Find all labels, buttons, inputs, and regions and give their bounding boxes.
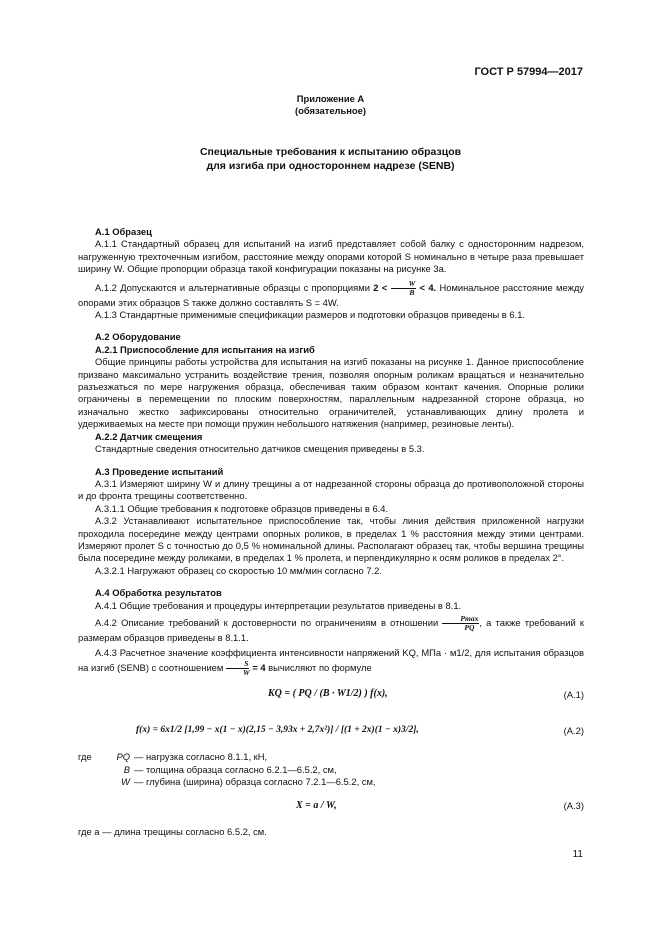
s-fraction-num: S (226, 660, 249, 669)
legend-symbol: PQ (116, 751, 130, 763)
subsection-a22-title: А.2.2 Датчик смещения (95, 430, 203, 442)
para-a4-1: А.4.1 Общие требования и процедуры интерпретации результатов приведены в 8.1. (95, 599, 462, 611)
equation-a3 (78, 794, 584, 820)
legend-symbol: W (121, 776, 130, 787)
document-body (78, 226, 584, 839)
para-a1-1: А.1.1 Стандартный образец для испытаний на изгиб представляет собой балку с односторонним надрезом, нагруженную трехточечным изгибом, расстояние между опорами которой S номинально в четыре раза превышает ширину W. Общие пропорции образца такой конфигурации показаны на рисунке 3а. (78, 238, 584, 275)
para-a3-1-1: А.3.1.1 Общие требования к подготовке образцов приведены в 6.4. (95, 502, 389, 514)
ineq-right: < 4. (419, 281, 437, 293)
equation-a1 (78, 683, 584, 709)
para-a1-2-tail: Номинальное расстояние между опорами этих образцов S также должно составлять S = 4W. (78, 281, 584, 308)
pq-fraction-den: PQ (464, 622, 475, 632)
para-a4-3-lead: А.4.3 Расчетное значение коэффициента интенсивности напряжений KQ, МПа · м1/2, для испытания образцов на изгиб (SENB) с соотношением (78, 647, 584, 673)
equation-a1-formula: KQ = ( PQ / (B · W1/2) ) f(x), (268, 687, 388, 699)
equation-a2-number: (А.2) (563, 724, 584, 736)
ineq-fraction (391, 280, 417, 297)
para-a22: Стандартные сведения относительно датчиков смещения приведены в 5.3. (95, 443, 425, 455)
annex-heading-line2: для изгиба при одностороннем надрезе (SENB) (206, 160, 455, 172)
section-a1-title: А.1 Образец (95, 226, 152, 237)
equation-a3-formula: X = a / W, (296, 800, 337, 812)
ratio-equals: = 4 (252, 661, 266, 673)
para-a4-2 (78, 615, 584, 644)
para-a1-2-lead: А.1.2 Допускаются и альтернативные образцы с пропорциями (95, 281, 370, 293)
para-a21: Общие принципы работы устройства для испытания на изгиб показаны на рисунке 1. Данное приспособление призвано максимально устранить воздействие трения, позволяя опорным роликам вращаться и незначительно разъезжаться по мере нагружения образца, обеспечивая таким образом контакт качения. Опорные ролики ограничены в перемещении по плоским поверхностям, параллельным надрезанной стороне образца, но изначально жестко зафиксированы относительно ограничителей, устанавливающих длину пролета и удерживаемых на месте при помощи пружин небольшого натяжения (например, резиновые ленты). (78, 356, 584, 430)
para-a3-2: А.3.2 Устанавливают испытательное приспособление так, чтобы линия действия приложенной нагрузки проходила посередине между центрами опорных роликов, в пределах 1 % расстояния между этими центрами. Измеряют пролет S с точностью до 0,5 % номинальной длины. Располагают образец так, чтобы вершина трещины была посередине между роликами, в пределах 1 % пролета, и перпендикулярно к осям роликов в пределах 2°. (78, 515, 584, 564)
legend-text: — глубина (ширина) образца согласно 7.2.1—6.5.2, см, (134, 776, 376, 787)
annex-title: Приложение А (296, 93, 365, 104)
legend-lead: где (78, 750, 92, 762)
legend-text: — нагрузка согласно 8.1.1, кН, (134, 751, 268, 763)
subsection-a21-title: А.2.1 Приспособление для испытания на изгиб (95, 343, 315, 355)
para-a4-3-tail: вычисляют по формуле (268, 661, 372, 673)
pmax-fraction-num: Pmax (442, 615, 479, 624)
equation-a2-formula: f(x) = 6x1/2 [1,99 − x(1 − x)(2,15 − 3,93x + 2,7x²)] / [(1 + 2x)(1 − x)3/2], (136, 724, 419, 735)
equation-a1-number: (А.1) (563, 688, 584, 700)
legend-symbol: B (123, 763, 130, 775)
equation-a2 (78, 717, 584, 745)
page-number: 11 (572, 849, 583, 860)
section-a3-title: А.3 Проведение испытаний (95, 465, 224, 477)
ineq-left: 2 < (373, 281, 388, 293)
ineq-fraction-den: B (409, 287, 415, 297)
annex-status: (обязательное) (295, 105, 366, 116)
para-a4-2-tail: , а также требований к размерам образцов приведены в 8.1.1. (78, 616, 584, 643)
document-header-standard: ГОСТ Р 57994—2017 (474, 66, 583, 78)
para-a3-2-1: А.3.2.1 Нагружают образец со скоростью 10 мм/мин согласно 7.2. (95, 564, 382, 576)
legend-item (78, 776, 584, 788)
s-w-fraction (226, 660, 250, 677)
w-fraction-den: W (242, 667, 250, 677)
legend-crack-length: где a — длина трещины согласно 6.5.2, см. (78, 826, 267, 838)
section-a2-title: А.2 Оборудование (95, 331, 181, 343)
para-a4-3 (78, 647, 584, 676)
pmax-pq-fraction (442, 615, 479, 632)
legend-item (78, 751, 584, 763)
ineq-fraction-num: W (391, 280, 417, 289)
equation-a3-number: (А.3) (563, 800, 584, 812)
section-a4-title: А.4 Обработка результатов (95, 587, 222, 599)
legend-item (78, 764, 584, 776)
annex-heading-line1: Специальные требования к испытанию образцов (199, 146, 462, 158)
legend-text: — толщина образца согласно 6.2.1—6.5.2, см, (134, 763, 337, 775)
para-a3-1: А.3.1 Измеряют ширину W и длину трещины a от надрезанной стороны образца до противоположной стороны и до фронта трещины соответственно. (78, 477, 584, 502)
para-a1-2 (78, 280, 584, 309)
para-a4-2-lead: А.4.2 Описание требований к достоверности по ограничениям в отношении (95, 616, 439, 628)
para-a1-3: А.1.3 Стандартные применимые спецификации размеров и подготовки образцов приведены в 6.1. (95, 309, 526, 321)
